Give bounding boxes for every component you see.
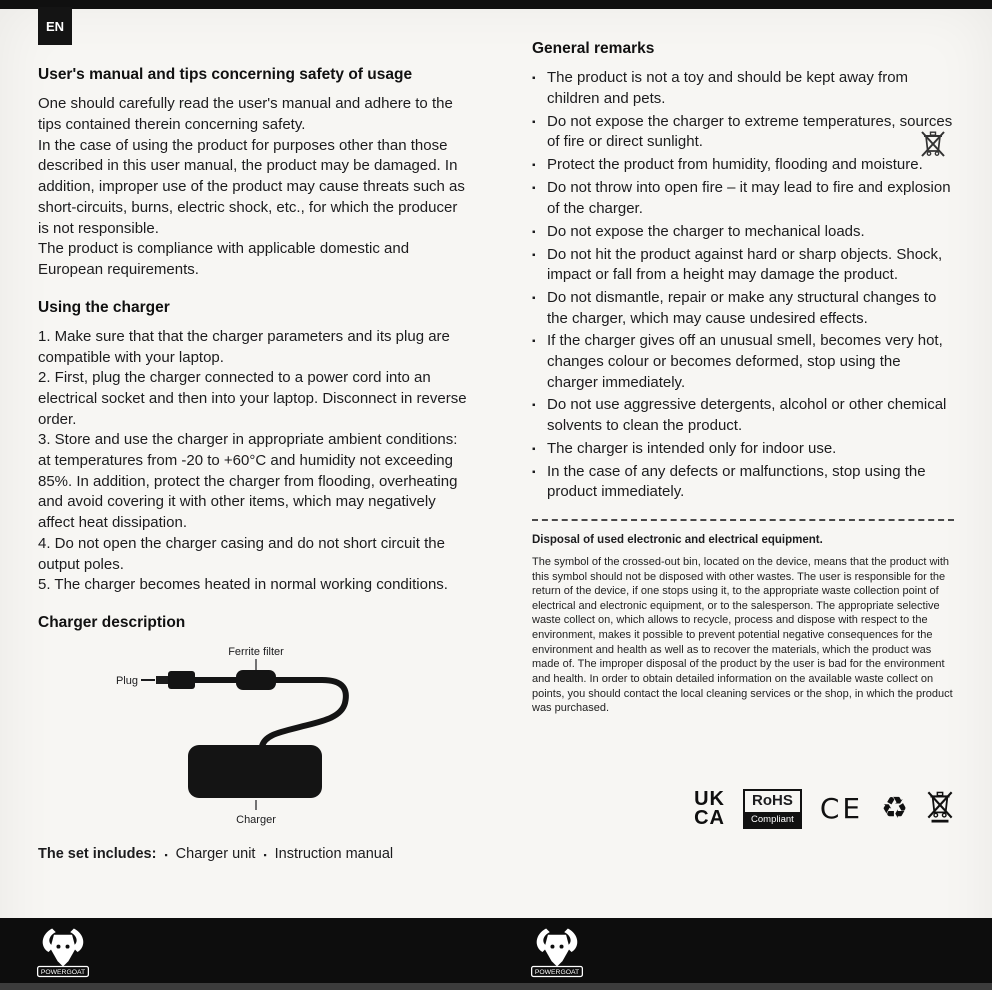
dashed-divider: [532, 519, 954, 521]
section-heading-general-remarks: General remarks: [532, 40, 655, 57]
plug-label: Plug: [115, 675, 138, 688]
remark-item: [532, 288, 954, 329]
safety-paragraph: In the case of using the product for purposes other than those described in this user manual, the product may be damaged. In addition, improper use of the product may cause threats such as short-circuits, burns, electric shock, etc., for which the producer is not responsible.: [38, 136, 465, 237]
square-bullet-icon: ▪: [532, 116, 536, 128]
square-bullet-icon: ▪: [532, 73, 536, 85]
rohs-mark: [743, 789, 802, 829]
section-heading-using: Using the charger: [38, 298, 170, 316]
safety-paragraph: One should carefully read the user's manual and adhere to the tips contained therein concerning safety.: [38, 95, 453, 134]
remark-item: [532, 395, 954, 436]
set-includes-row: [38, 844, 470, 864]
remark-text: The charger is intended only for indoor use.: [547, 439, 837, 457]
weee-bin-icon: [926, 788, 954, 831]
remark-text: Do not expose the charger to mechanical loads.: [547, 222, 865, 240]
set-includes-item: Charger unit: [175, 846, 256, 863]
plug-body: [168, 671, 195, 689]
square-bullet-icon: ▪: [532, 292, 536, 304]
ukca-line2: CA: [694, 807, 725, 830]
remark-text: In the case of any defects or malfunctions, stop using the product immediately.: [547, 462, 926, 501]
charger-cable: [262, 680, 346, 746]
section-heading-safety: User's manual and tips concerning safety of usage: [38, 66, 413, 83]
remark-item: [532, 462, 954, 503]
language-badge: EN: [38, 7, 72, 45]
square-bullet-icon: ▪: [532, 400, 536, 412]
remark-text: Do not throw into open fire – it may lead to fire and explosion of the charger.: [547, 179, 951, 217]
powergoat-logo: [34, 924, 92, 985]
compliance-marks: [532, 788, 954, 831]
using-step: 1. Make sure that that the charger parameters and its plug are compatible with your laptop.: [38, 327, 450, 366]
charger-brick: [188, 745, 322, 798]
using-step: 3. Store and use the charger in appropriate ambient conditions: at temperatures from -20 to +60°C and humidity not exceeding 85%. In addition, protect the charger from flooding, overheating and avoid covering it with other items, which may negatively affect heat dissipation.: [38, 431, 458, 532]
footer-edge-strip: [0, 983, 992, 990]
remark-item: [532, 439, 954, 460]
plug-tip: [156, 676, 169, 684]
square-bullet-icon: ▪: [532, 466, 536, 478]
remark-text: Do not expose the charger to extreme temperatures, sources of fire or direct sunlight.: [547, 112, 953, 151]
safety-paragraph: The product is compliance with applicable domestic and European requirements.: [38, 240, 410, 278]
remark-item: [532, 245, 954, 286]
charger-label: Charger: [236, 814, 276, 827]
square-bullet-icon: ▪: [532, 160, 536, 172]
powergoat-logo: [528, 924, 586, 985]
remark-text: The product is not a toy and should be kept away from children and pets.: [547, 69, 909, 108]
square-bullet-icon: ▪: [532, 226, 536, 238]
remark-text: Protect the product from humidity, flooding and moisture.: [547, 156, 923, 174]
square-bullet-icon: ▪: [532, 443, 536, 455]
set-includes-label: The set includes:: [38, 846, 157, 863]
section-heading-description: Charger description: [38, 613, 186, 631]
recycle-icon: ♻: [881, 791, 908, 827]
remark-item: [532, 155, 954, 176]
general-remarks-list: [532, 68, 954, 503]
square-bullet-icon: ▪: [532, 183, 536, 195]
remark-item: [532, 222, 954, 243]
remark-item: [532, 112, 954, 153]
remark-text: Do not hit the product against hard or sharp objects. Shock, impact or fall from a height may damage the product.: [547, 245, 943, 284]
powergoat-wordmark: POWERGOAT: [534, 969, 580, 977]
ferrite-filter: [236, 670, 276, 690]
set-includes-item: Instruction manual: [274, 846, 394, 863]
right-column: [532, 38, 954, 830]
square-bullet-icon: ▪: [532, 249, 536, 261]
remark-item: [532, 68, 954, 109]
remark-item: [532, 178, 954, 219]
using-step: 2. First, plug the charger connected to a power cord into an electrical socket and then into your laptop. Disconnect in reverse order.: [38, 369, 467, 428]
ferrite-filter-label: Ferrite filter: [228, 646, 284, 659]
footer-bar: [0, 918, 992, 990]
using-steps: [38, 327, 470, 596]
using-step: 5. The charger becomes heated in normal working conditions.: [38, 576, 448, 594]
ce-mark: CE: [819, 791, 864, 825]
rohs-title: RoHS: [752, 792, 793, 810]
rohs-subtitle: Compliant: [745, 812, 800, 827]
ukca-line1: UK: [694, 788, 725, 811]
square-bullet-icon: ▪: [164, 850, 168, 861]
remark-item: [532, 331, 954, 393]
disposal-body: The symbol of the crossed-out bin, located on the device, means that the product with this symbol should not be disposed with other wastes. The user is responsible for the return of the device, if one stops using it, to the appropriate waste collection point of electrical and electronic equipment, or to the salesperson. The appropriate selective waste collect on, which allows to recycle, process and dispose with respect to the environment, makes it possible to prevent potential negative consequences for the environment and health as well as to recover the materials, which the product was made of. The improper disposal of the product by the user is bad for the environment and health. In order to obtain detailed information on the available waste collect on points, you should contact the local cleaning services or the shop, in which the product was purchased.: [532, 555, 953, 715]
top-black-bar: [0, 0, 992, 9]
ukca-mark: [694, 790, 725, 828]
powergoat-wordmark: POWERGOAT: [40, 969, 86, 977]
square-bullet-icon: ▪: [263, 850, 267, 861]
remark-text: If the charger gives off an unusual smell, becomes very hot, changes colour or becomes deformed, stop using the charger immediately.: [547, 332, 943, 391]
using-step: 4. Do not open the charger casing and do not short circuit the output poles.: [38, 534, 445, 573]
safety-paragraphs: [38, 94, 470, 280]
remark-text: Do not use aggressive detergents, alcohol or other chemical solvents to clean the product.: [547, 396, 947, 434]
charger-diagram: [38, 642, 470, 828]
left-column: [38, 64, 470, 864]
disposal-heading: Disposal of used electronic and electrical equipment.: [532, 534, 823, 547]
square-bullet-icon: ▪: [532, 336, 536, 348]
remark-text: Do not dismantle, repair or make any structural changes to the charger, which may cause undesired effects.: [547, 288, 937, 327]
